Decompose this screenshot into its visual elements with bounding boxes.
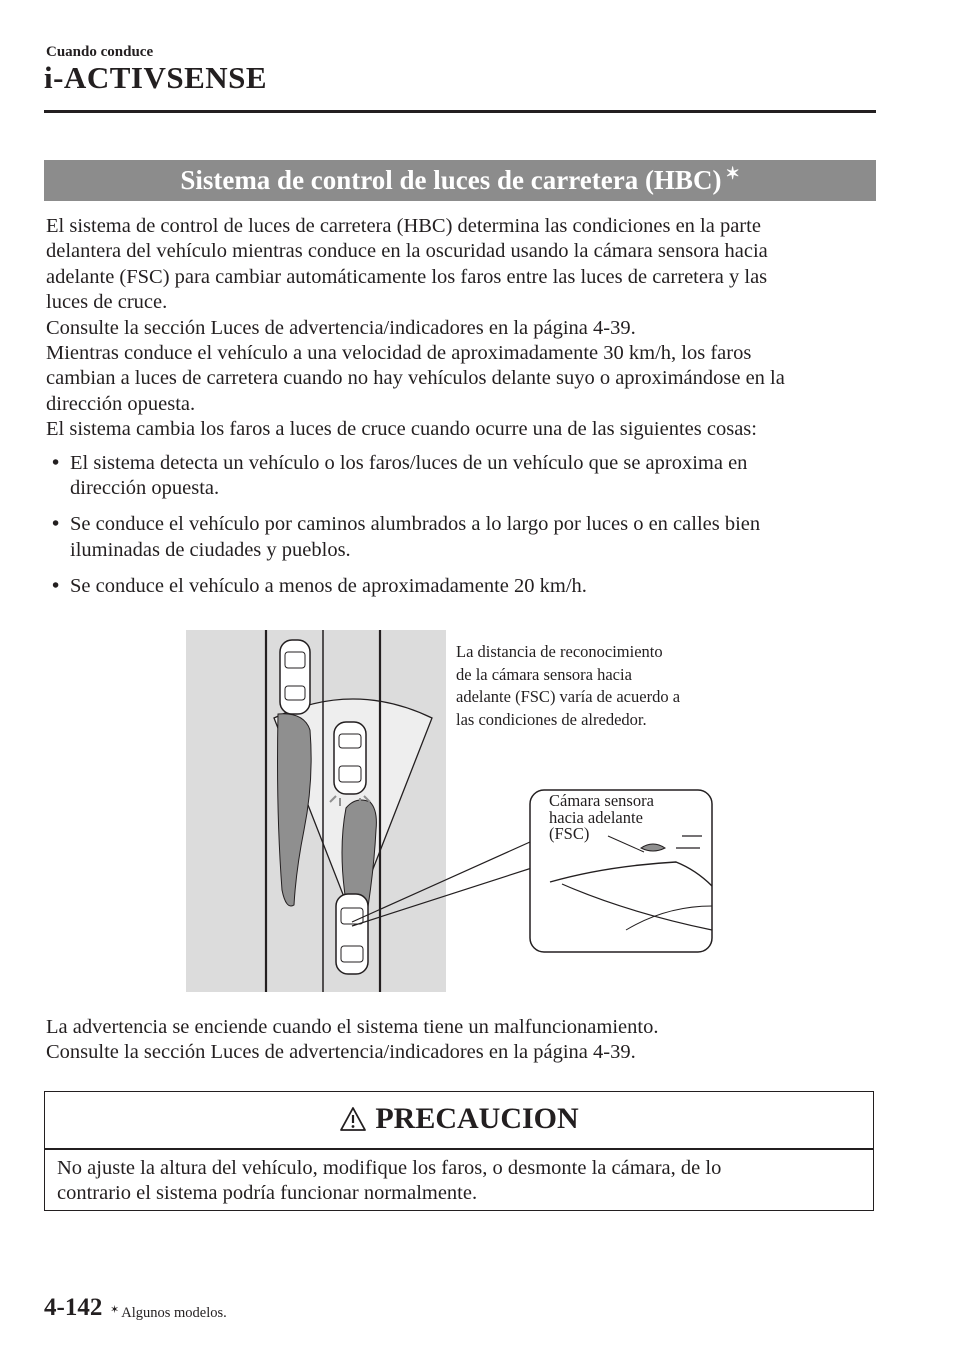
footnote-text: Algunos modelos. [121,1305,227,1321]
header-rule [44,110,876,113]
warning-triangle-icon [339,1106,367,1132]
intro-line: Consulte la sección Luces de advertencia/indicadores en la página 4-39. [46,316,636,339]
bullet-icon: • [52,513,60,536]
caption-line: adelante (FSC) varía de acuerdo a [456,687,681,706]
intro-line: Mientras conduce el vehículo a una velocidad de aproximadamente 30 km/h, los faros [46,342,752,365]
list-item [46,451,876,502]
some-models-star-icon: ✶ [725,163,740,183]
warning-line: Consulte la sección Luces de advertencia/indicadores en la página 4-39. [46,1041,636,1064]
caution-line: No ajuste la altura del vehículo, modifique los faros, o desmonte la cámara, de lo [57,1157,722,1179]
section-title: Sistema de control de luces de carretera (HBC) [180,165,722,195]
intro-line: adelante (FSC) para cambiar automáticamente los faros entre las luces de carretera y las [46,265,768,288]
caption-line: Cámara sensora [549,791,654,810]
own-vehicle-icon [336,894,368,974]
caution-divider [45,1148,873,1150]
caution-heading [45,1102,873,1136]
section-title-bar [44,160,876,201]
bullet-icon: • [52,575,60,598]
warning-light-text [46,1015,876,1066]
intro-line: El sistema de control de luces de carretera (HBC) determina las condiciones en la parte [46,215,761,237]
list-item-line: Se conduce el vehículo por caminos alumbrados a lo largo por luces o en calles bien [70,513,761,536]
warning-line: La advertencia se enciende cuando el sistema tiene un malfuncionamiento. [46,1016,659,1038]
list-item-line: El sistema detecta un vehículo o los faros/luces de un vehículo que se aproxima en [70,451,748,474]
caption-line: de la cámara sensora hacia [456,664,632,684]
intro-line: luces de cruce. [46,291,168,314]
list-item [46,512,876,563]
caution-body [57,1156,857,1207]
caution-title: PRECAUCION [375,1102,579,1135]
caution-line: contrario el sistema podría funcionar normalmente. [57,1182,478,1205]
list-item-line: Se conduce el vehículo a menos de aproximadamente 20 km/h. [70,575,587,598]
caption-line: (FSC) [549,824,590,843]
page-number: 4-142 [44,1294,103,1321]
caption-line: La distancia de reconocimiento [456,642,663,661]
list-item-line: dirección opuesta. [70,477,220,500]
figure-caption-distance [456,641,736,731]
caption-line: hacia adelante [549,807,643,827]
bullet-icon: • [52,451,60,474]
figure-caption-camera [549,793,689,843]
intro-line: El sistema cambia los faros a luces de cruce cuando ocurre una de las siguientes cosas: [46,418,757,441]
running-header-section: Cuando conduce [46,44,154,60]
footnote [110,1305,227,1322]
oncoming-car-icon [280,640,310,714]
intro-line: cambian a luces de carretera cuando no hay vehículos delante suyo o aproximándose en la [46,367,785,390]
some-models-star-icon: ✶ [110,1304,120,1316]
intro-line: dirección opuesta. [46,392,196,415]
running-header-chapter: i-ACTIVSENSE [44,60,268,95]
caution-box [44,1091,874,1211]
caption-line: las condiciones de alrededor. [456,709,647,729]
list-item [46,574,876,599]
conditions-list [46,451,876,600]
list-item-line: iluminadas de ciudades y pueblos. [70,538,351,561]
intro-line: delantera del vehículo mientras conduce en la oscuridad usando la cámara sensora hacia [46,240,768,263]
intro-text [46,214,876,611]
